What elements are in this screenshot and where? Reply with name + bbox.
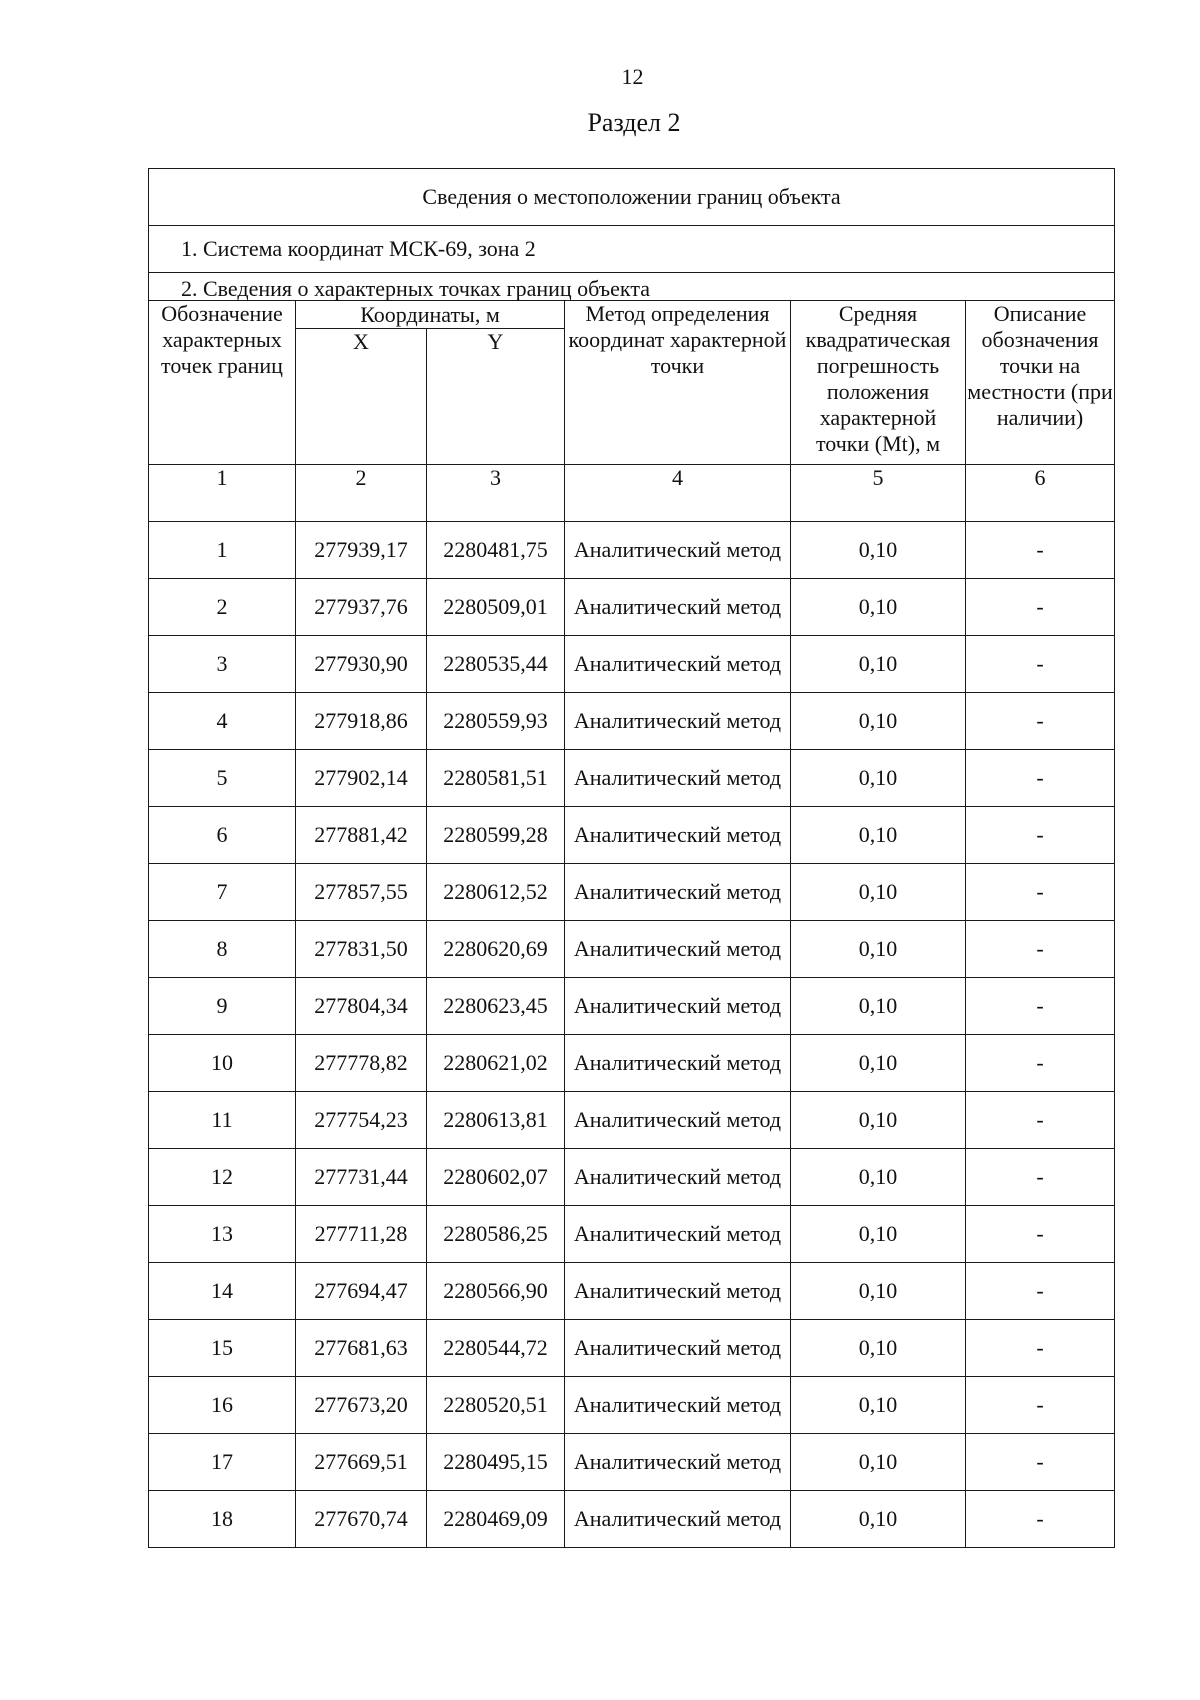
- table-title: Сведения о местоположении границ объекта: [149, 169, 1115, 226]
- method-cell: Аналитический метод: [565, 1206, 791, 1263]
- method-cell: Аналитический метод: [565, 693, 791, 750]
- method-cell: Аналитический метод: [565, 1149, 791, 1206]
- description-cell: -: [966, 1149, 1115, 1206]
- x-coordinate-cell: 277669,51: [296, 1434, 427, 1491]
- description-cell: -: [966, 1263, 1115, 1320]
- x-coordinate-cell: 277857,55: [296, 864, 427, 921]
- column-number: 6: [966, 465, 1115, 522]
- y-coordinate-cell: 2280559,93: [427, 693, 565, 750]
- table-row: [149, 978, 1115, 1035]
- description-cell: -: [966, 1092, 1115, 1149]
- y-coordinate-cell: 2280612,52: [427, 864, 565, 921]
- method-cell: Аналитический метод: [565, 1092, 791, 1149]
- table-row: [149, 1149, 1115, 1206]
- table-row: [149, 1035, 1115, 1092]
- x-coordinate-cell: 277778,82: [296, 1035, 427, 1092]
- y-coordinate-cell: 2280481,75: [427, 522, 565, 579]
- description-cell: -: [966, 750, 1115, 807]
- x-coordinate-cell: 277937,76: [296, 579, 427, 636]
- error-cell: 0,10: [791, 1035, 966, 1092]
- method-cell: Аналитический метод: [565, 1035, 791, 1092]
- description-cell: -: [966, 978, 1115, 1035]
- x-coordinate-cell: 277681,63: [296, 1320, 427, 1377]
- point-number-cell: 13: [149, 1206, 296, 1263]
- y-coordinate-cell: 2280623,45: [427, 978, 565, 1035]
- error-cell: 0,10: [791, 1263, 966, 1320]
- error-cell: 0,10: [791, 1320, 966, 1377]
- table-row: [149, 1434, 1115, 1491]
- y-coordinate-cell: 2280602,07: [427, 1149, 565, 1206]
- error-cell: 0,10: [791, 1377, 966, 1434]
- point-number-cell: 14: [149, 1263, 296, 1320]
- method-cell: Аналитический метод: [565, 1377, 791, 1434]
- description-cell: -: [966, 1035, 1115, 1092]
- table-row: [149, 693, 1115, 750]
- description-cell: -: [966, 921, 1115, 978]
- point-number-cell: 10: [149, 1035, 296, 1092]
- point-number-cell: 5: [149, 750, 296, 807]
- table-row: [149, 921, 1115, 978]
- y-coordinate-cell: 2280535,44: [427, 636, 565, 693]
- points-heading: 2. Сведения о характерных точках границ объекта: [149, 273, 1115, 301]
- error-cell: 0,10: [791, 1434, 966, 1491]
- error-cell: 0,10: [791, 693, 966, 750]
- x-coordinate-cell: 277902,14: [296, 750, 427, 807]
- point-number-cell: 2: [149, 579, 296, 636]
- y-coordinate-cell: 2280621,02: [427, 1035, 565, 1092]
- table-row: [149, 1491, 1115, 1548]
- point-number-cell: 1: [149, 522, 296, 579]
- coordinate-system: 1. Система координат МСК-69, зона 2: [149, 226, 1115, 273]
- section-title: Раздел 2: [587, 108, 681, 137]
- error-cell: 0,10: [791, 750, 966, 807]
- table-row: [149, 522, 1115, 579]
- description-cell: -: [966, 1320, 1115, 1377]
- method-cell: Аналитический метод: [565, 1491, 791, 1548]
- error-cell: 0,10: [791, 522, 966, 579]
- x-coordinate-cell: 277939,17: [296, 522, 427, 579]
- description-cell: -: [966, 807, 1115, 864]
- error-cell: 0,10: [791, 807, 966, 864]
- point-number-cell: 3: [149, 636, 296, 693]
- method-cell: Аналитический метод: [565, 1434, 791, 1491]
- point-number-cell: 7: [149, 864, 296, 921]
- method-cell: Аналитический метод: [565, 807, 791, 864]
- error-cell: 0,10: [791, 1149, 966, 1206]
- description-cell: -: [966, 522, 1115, 579]
- method-cell: Аналитический метод: [565, 921, 791, 978]
- x-coordinate-cell: 277930,90: [296, 636, 427, 693]
- y-coordinate-cell: 2280581,51: [427, 750, 565, 807]
- point-number-cell: 6: [149, 807, 296, 864]
- description-cell: -: [966, 1206, 1115, 1263]
- column-number-row: [149, 465, 1115, 522]
- x-coordinate-cell: 277711,28: [296, 1206, 427, 1263]
- point-number-cell: 9: [149, 978, 296, 1035]
- table-row: [149, 1320, 1115, 1377]
- description-cell: -: [966, 1491, 1115, 1548]
- method-cell: Аналитический метод: [565, 522, 791, 579]
- x-coordinate-cell: 277754,23: [296, 1092, 427, 1149]
- description-cell: -: [966, 864, 1115, 921]
- table-row: [149, 750, 1115, 807]
- point-number-cell: 12: [149, 1149, 296, 1206]
- point-number-cell: 18: [149, 1491, 296, 1548]
- x-coordinate-cell: 277881,42: [296, 807, 427, 864]
- description-cell: -: [966, 1434, 1115, 1491]
- header-coordinates: Координаты, м: [296, 301, 565, 329]
- error-cell: 0,10: [791, 1092, 966, 1149]
- y-coordinate-cell: 2280586,25: [427, 1206, 565, 1263]
- y-coordinate-cell: 2280566,90: [427, 1263, 565, 1320]
- header-x: X: [296, 329, 427, 465]
- header-y: Y: [427, 329, 565, 465]
- table-row: [149, 864, 1115, 921]
- method-cell: Аналитический метод: [565, 636, 791, 693]
- error-cell: 0,10: [791, 921, 966, 978]
- x-coordinate-cell: 277673,20: [296, 1377, 427, 1434]
- y-coordinate-cell: 2280509,01: [427, 579, 565, 636]
- y-coordinate-cell: 2280495,15: [427, 1434, 565, 1491]
- error-cell: 0,10: [791, 1206, 966, 1263]
- method-cell: Аналитический метод: [565, 750, 791, 807]
- column-number: 3: [427, 465, 565, 522]
- x-coordinate-cell: 277731,44: [296, 1149, 427, 1206]
- error-cell: 0,10: [791, 579, 966, 636]
- x-coordinate-cell: 277804,34: [296, 978, 427, 1035]
- table-row: [149, 1263, 1115, 1320]
- column-number: 1: [149, 465, 296, 522]
- x-coordinate-cell: 277831,50: [296, 921, 427, 978]
- table-row: [149, 636, 1115, 693]
- table-row: [149, 1092, 1115, 1149]
- boundary-points-table: [148, 168, 1115, 1548]
- header-method: Метод определения координат характерной точки: [565, 301, 791, 465]
- description-cell: -: [966, 579, 1115, 636]
- method-cell: Аналитический метод: [565, 1263, 791, 1320]
- point-number-cell: 15: [149, 1320, 296, 1377]
- point-number-cell: 8: [149, 921, 296, 978]
- header-description: Описание обозначения точки на местности (при наличии): [966, 301, 1115, 465]
- header-error: Средняя квадратическая погрешность положения характерной точки (Mt), м: [791, 301, 966, 465]
- y-coordinate-cell: 2280599,28: [427, 807, 565, 864]
- y-coordinate-cell: 2280469,09: [427, 1491, 565, 1548]
- x-coordinate-cell: 277918,86: [296, 693, 427, 750]
- point-number-cell: 17: [149, 1434, 296, 1491]
- error-cell: 0,10: [791, 1491, 966, 1548]
- column-number: 2: [296, 465, 427, 522]
- point-number-cell: 11: [149, 1092, 296, 1149]
- point-number-cell: 4: [149, 693, 296, 750]
- method-cell: Аналитический метод: [565, 978, 791, 1035]
- x-coordinate-cell: 277694,47: [296, 1263, 427, 1320]
- table-row: [149, 1206, 1115, 1263]
- description-cell: -: [966, 693, 1115, 750]
- error-cell: 0,10: [791, 864, 966, 921]
- page-number: 12: [621, 64, 644, 89]
- description-cell: -: [966, 636, 1115, 693]
- table-row: [149, 579, 1115, 636]
- method-cell: Аналитический метод: [565, 579, 791, 636]
- point-number-cell: 16: [149, 1377, 296, 1434]
- error-cell: 0,10: [791, 978, 966, 1035]
- description-cell: -: [966, 1377, 1115, 1434]
- column-number: 4: [565, 465, 791, 522]
- y-coordinate-cell: 2280520,51: [427, 1377, 565, 1434]
- x-coordinate-cell: 277670,74: [296, 1491, 427, 1548]
- header-point-designation: Обозначение характерных точек границ: [149, 301, 296, 465]
- table-row: [149, 1377, 1115, 1434]
- method-cell: Аналитический метод: [565, 864, 791, 921]
- y-coordinate-cell: 2280613,81: [427, 1092, 565, 1149]
- method-cell: Аналитический метод: [565, 1320, 791, 1377]
- column-number: 5: [791, 465, 966, 522]
- table-row: [149, 807, 1115, 864]
- y-coordinate-cell: 2280620,69: [427, 921, 565, 978]
- error-cell: 0,10: [791, 636, 966, 693]
- y-coordinate-cell: 2280544,72: [427, 1320, 565, 1377]
